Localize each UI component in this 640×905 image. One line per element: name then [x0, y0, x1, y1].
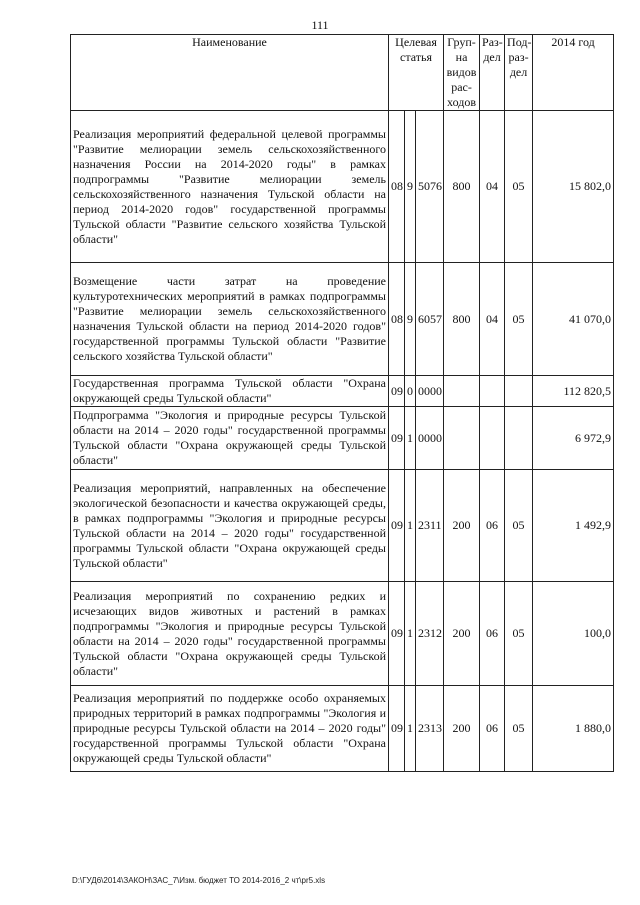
expense-group-cell: 800 [444, 111, 480, 263]
row-name-cell: Реализация мероприятий по сохранению редких и исчезающих видов животных и растений в рамках подпрограммы "Экология и природные ресурсы Тульской области на 2014 – 2020 годы" государственной программы Тульской области "Охрана окружающей среды Тульской области" [71, 582, 389, 686]
target-article-code-cell: 0000 [416, 376, 444, 407]
section-cell: 04 [480, 111, 505, 263]
table-row [71, 263, 614, 376]
target-article-program-cell: 09 [389, 407, 405, 470]
row-name-cell: Государственная программа Тульской области "Охрана окружающей среды Тульской области" [71, 376, 389, 407]
target-article-subprogram-cell: 0 [405, 376, 416, 407]
target-article-code-cell: 0000 [416, 407, 444, 470]
row-name-cell: Реализация мероприятий, направленных на обеспечение экологической безопасности и качества окружающей среды, в рамках подпрограммы "Экология и природные ресурсы Тульской области на 2014 – 2020 годы" государственной программы Тульской области "Охрана окружающей среды Тульской области" [71, 470, 389, 582]
amount-cell: 100,0 [533, 582, 614, 686]
page-number: 111 [311, 18, 329, 32]
subsection-cell [505, 407, 533, 470]
subsection-cell [505, 376, 533, 407]
subsection-cell: 05 [505, 582, 533, 686]
header-row [71, 35, 614, 111]
target-article-program-cell: 09 [389, 470, 405, 582]
header-target-article: Целевая статья [389, 35, 444, 111]
expense-group-cell: 200 [444, 470, 480, 582]
target-article-program-cell: 09 [389, 376, 405, 407]
table-row [71, 376, 614, 407]
target-article-program-cell: 09 [389, 582, 405, 686]
expense-group-cell: 800 [444, 263, 480, 376]
amount-cell: 112 820,5 [533, 376, 614, 407]
target-article-code-cell: 2311 [416, 470, 444, 582]
section-cell: 06 [480, 686, 505, 772]
target-article-subprogram-cell: 1 [405, 686, 416, 772]
subsection-cell: 05 [505, 686, 533, 772]
target-article-code-cell: 2313 [416, 686, 444, 772]
table-row [71, 582, 614, 686]
row-name-cell: Реализация мероприятий по поддержке особо охраняемых природных территорий в рамках подпрограммы "Экология и природные ресурсы Тульской области на 2014 – 2020 годы" государственной программы Тульской области "Охрана окружающей среды Тульской области" [71, 686, 389, 772]
row-name-cell: Возмещение части затрат на проведение культуротехнических мероприятий в рамках подпрограммы "Развитие мелиорации земель сельскохозяйственного назначения Тульской области на период 2014-2020 годов" государственной программы Тульской области "Развитие сельского хозяйства Тульской области" [71, 263, 389, 376]
amount-cell: 41 070,0 [533, 263, 614, 376]
table-row [71, 470, 614, 582]
target-article-subprogram-cell: 9 [405, 111, 416, 263]
table-row [71, 407, 614, 470]
target-article-program-cell: 08 [389, 263, 405, 376]
subsection-cell: 05 [505, 470, 533, 582]
expense-group-cell [444, 407, 480, 470]
section-cell [480, 376, 505, 407]
target-article-program-cell: 09 [389, 686, 405, 772]
header-expense-group: Груп-на видов рас-ходов [444, 35, 480, 111]
section-cell: 06 [480, 582, 505, 686]
section-cell [480, 407, 505, 470]
target-article-code-cell: 5076 [416, 111, 444, 263]
target-article-code-cell: 2312 [416, 582, 444, 686]
header-name: Наименование [71, 35, 389, 111]
expense-group-cell [444, 376, 480, 407]
section-cell: 06 [480, 470, 505, 582]
expense-group-cell: 200 [444, 686, 480, 772]
amount-cell: 15 802,0 [533, 111, 614, 263]
target-article-subprogram-cell: 1 [405, 407, 416, 470]
subsection-cell: 05 [505, 111, 533, 263]
row-name-cell: Подпрограмма "Экология и природные ресурсы Тульской области на 2014 – 2020 годы" государственной программы Тульской области "Охрана окружающей среды Тульской области" [71, 407, 389, 470]
target-article-subprogram-cell: 9 [405, 263, 416, 376]
table-row [71, 686, 614, 772]
section-cell: 04 [480, 263, 505, 376]
target-article-subprogram-cell: 1 [405, 470, 416, 582]
target-article-subprogram-cell: 1 [405, 582, 416, 686]
header-subsection: Под-раз-дел [505, 35, 533, 111]
target-article-program-cell: 08 [389, 111, 405, 263]
expense-group-cell: 200 [444, 582, 480, 686]
target-article-code-cell: 6057 [416, 263, 444, 376]
row-name-cell: Реализация мероприятий федеральной целевой программы "Развитие мелиорации земель сельскохозяйственного назначения России на 2014-2020 годы" в рамках подпрограммы "Развитие мелиорации земель сельскохозяйственного назначения Тульской области на период 2014-2020 годов" государственной программы Тульской области "Развитие сельского хозяйства Тульской области" [71, 111, 389, 263]
header-section: Раз-дел [480, 35, 505, 111]
amount-cell: 1 880,0 [533, 686, 614, 772]
subsection-cell: 05 [505, 263, 533, 376]
file-path-footer: D:\ГУД6\2014\ЗАКОН\ЗАС_7\Изм. бюджет ТО 2014-2016_2 чт\pr5.xls [72, 876, 326, 885]
table-row [71, 111, 614, 263]
amount-cell: 1 492,9 [533, 470, 614, 582]
budget-table [70, 34, 614, 772]
amount-cell: 6 972,9 [533, 407, 614, 470]
header-year: 2014 год [533, 35, 614, 111]
